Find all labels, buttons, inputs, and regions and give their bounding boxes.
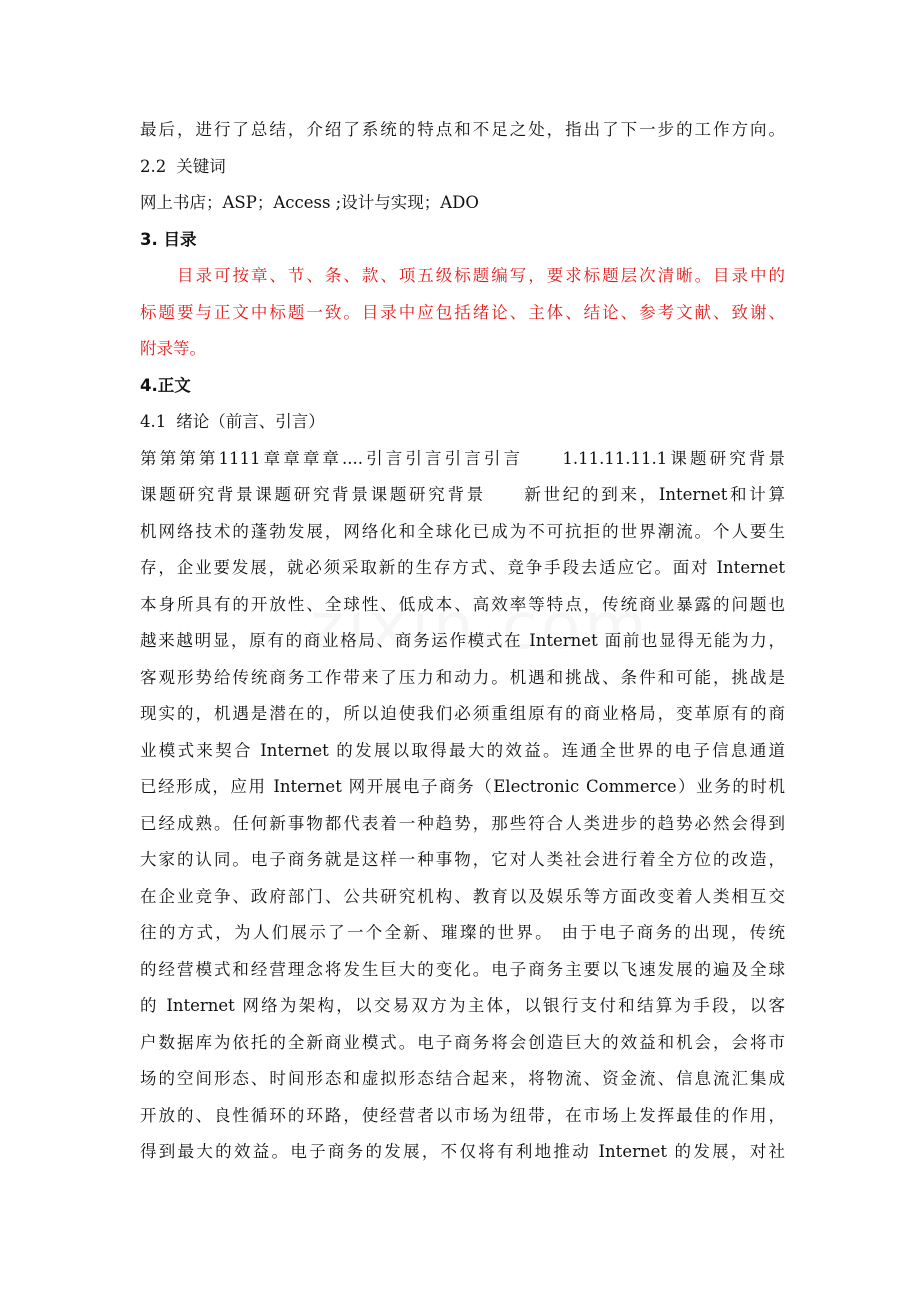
body-line: 存，企业要发展，就必须采取新的生存方式、竞争手段去适应它。面对 Internet xyxy=(140,558,785,577)
section-title: 关键词 xyxy=(176,156,226,176)
toc-note-line-1: 目录可按章、节、条、款、项五级标题编写，要求标题层次清晰。目录中的 xyxy=(177,266,785,285)
body-line: 本身所具有的开放性、全球性、低成本、高效率等特点，传统商业暴露的问题也 xyxy=(140,594,785,614)
body-line: 场的空间形态、时间形态和虚拟形态结合起来，将物流、资金流、信息流汇集成 xyxy=(140,1069,785,1088)
body-line: 机网络技术的蓬勃发展，网络化和全球化已成为不可抗拒的世界潮流。个人要生 xyxy=(140,521,785,541)
body-line: 的经营模式和经营理念将发生巨大的变化。电子商务主要以飞速发展的遍及全球 xyxy=(140,959,785,979)
body-line: 越来越明显，原有的商业格局、商务运作模式在 Internet 面前也显得无能为力， xyxy=(140,631,785,650)
document-page xyxy=(140,112,785,1171)
body-line: 大家的认同。电子商务就是这样一种事物，它对人类社会进行着全方位的改造， xyxy=(140,850,785,869)
section-number: 2.2 xyxy=(140,156,167,176)
previous-paragraph-line: 最后，进行了总结，介绍了系统的特点和不足之处，指出了下一步的工作方向。 xyxy=(140,120,785,139)
keywords-line: 网上书店；ASP；Access ;设计与实现；ADO xyxy=(140,193,479,212)
body-line: 已经形成，应用 Internet 网开展电子商务（Electronic Commerce）业务的时机 xyxy=(140,777,785,796)
toc-note-line-2: 标题要与正文中标题一致。目录中应包括绪论、主体、结论、参考文献、致谢、 xyxy=(140,302,785,322)
section-3-heading: 3. 目录 xyxy=(140,229,197,249)
section-4-heading: 4.正文 xyxy=(140,375,191,395)
section-number: 4.1 xyxy=(140,412,167,431)
body-line: 客观形势给传统商务工作带来了压力和动力。机遇和挑战、条件和可能，挑战是 xyxy=(140,667,785,687)
body-line: 第第第第1111章章章章....引言引言引言引言 1.11.11.11.1课题研究背景 xyxy=(140,448,785,468)
section-4-1-heading xyxy=(140,404,785,441)
section-2-2-heading xyxy=(140,149,785,186)
body-line: 户数据库为依托的全新商业模式。电子商务将会创造巨大的效益和机会，会将市 xyxy=(140,1032,785,1052)
section-title: 绪论（前言、引言） xyxy=(176,412,325,431)
body-line: 在企业竞争、政府部门、公共研究机构、教育以及娱乐等方面改变着人类相互交 xyxy=(140,886,785,906)
body-line: 业模式来契合 Internet 的发展以取得最大的效益。连通全世界的电子信息通道 xyxy=(140,740,785,760)
body-line: 课题研究背景课题研究背景课题研究背景 新世纪的到来，Internet和计算 xyxy=(140,485,785,504)
body-line: 的 Internet 网络为架构，以交易双方为主体，以银行支付和结算为手段，以客 xyxy=(140,996,785,1015)
body-line: 现实的，机遇是潜在的，所以迫使我们必须重组原有的商业格局，变革原有的商 xyxy=(140,704,785,723)
body-line: 已经成熟。任何新事物都代表着一种趋势，那些符合人类进步的趋势必然会得到 xyxy=(140,813,785,833)
body-line: 得到最大的效益。电子商务的发展，不仅将有利地推动 Internet 的发展，对社 xyxy=(140,1142,785,1161)
body-line: 开放的、良性循环的环路，使经营者以市场为纽带，在市场上发挥最佳的作用， xyxy=(140,1105,785,1125)
body-line: 往的方式，为人们展示了一个全新、璀璨的世界。 由于电子商务的出现，传统 xyxy=(140,923,785,942)
toc-note-line-3: 附录等。 xyxy=(140,339,206,358)
